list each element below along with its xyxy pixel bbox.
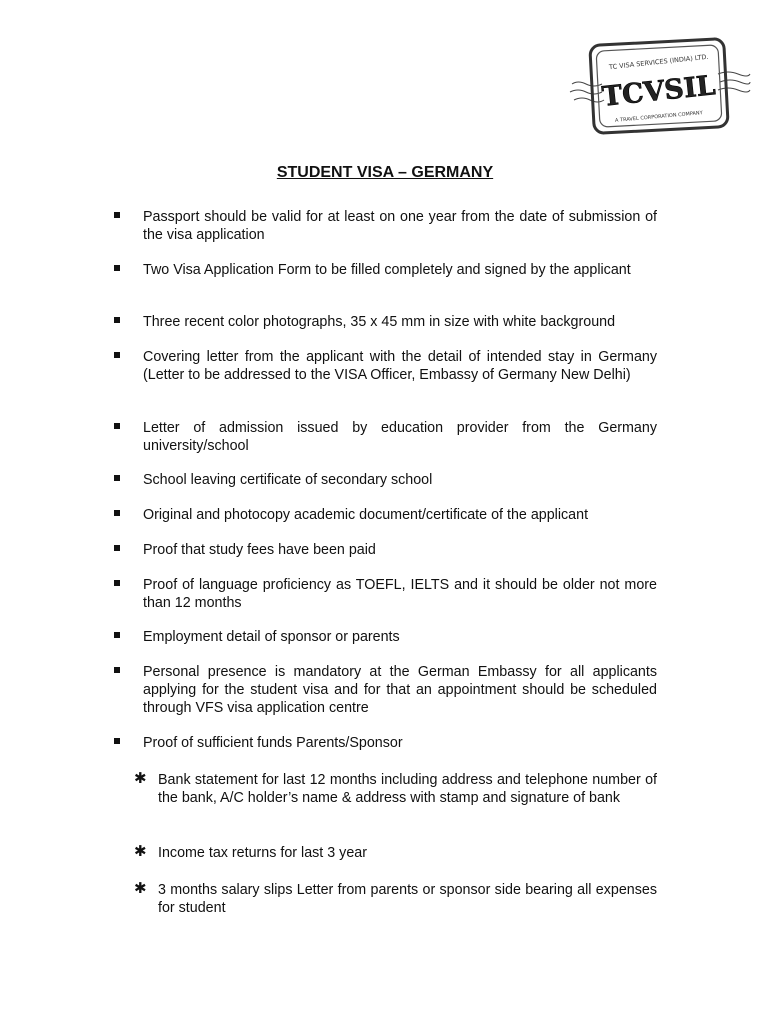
requirement-text: Letter of admission issued by education provider from the Germany university/school (143, 420, 657, 454)
square-bullet-icon (114, 352, 120, 358)
square-bullet-icon (114, 265, 120, 271)
stamp-bottom-text: A TRAVEL CORPORATION COMPANY (614, 110, 704, 124)
requirement-item (114, 734, 657, 752)
requirement-text: Proof that study fees have been paid (143, 542, 376, 558)
fund-proof-text: Bank statement for last 12 months including address and telephone number of the bank, A/C holder’s name & address with stamp and signature of bank (158, 772, 657, 806)
requirement-item (114, 419, 657, 455)
asterisk-bullet-icon: ✱ (134, 770, 147, 787)
requirement-item (114, 348, 657, 384)
stamp-arc-text: TC VISA SERVICES (INDIA) LTD. (608, 52, 709, 72)
requirement-item (114, 261, 657, 279)
fund-proof-item (134, 881, 657, 917)
requirement-text: Proof of language proficiency as TOEFL, IELTS and it should be older not more than 12 months (143, 577, 657, 611)
square-bullet-icon (114, 632, 120, 638)
square-bullet-icon (114, 423, 120, 429)
asterisk-bullet-icon: ✱ (134, 880, 147, 897)
square-bullet-icon (114, 738, 120, 744)
fund-proof-text: 3 months salary slips Letter from parents or sponsor side bearing all expenses for student (158, 882, 657, 916)
requirement-item (114, 663, 657, 717)
square-bullet-icon (114, 475, 120, 481)
asterisk-bullet-icon: ✱ (134, 843, 147, 860)
fund-proof-item (134, 844, 657, 862)
requirement-item (114, 313, 657, 331)
requirement-item (114, 208, 657, 244)
tcvsil-stamp-logo (568, 34, 752, 138)
requirement-text: Personal presence is mandatory at the German Embassy for all applicants applying for the student visa and for that an appointment should be scheduled through VFS visa application centre (143, 664, 657, 716)
requirement-text: Two Visa Application Form to be filled completely and signed by the applicant (143, 262, 631, 278)
square-bullet-icon (114, 510, 120, 516)
requirement-text: School leaving certificate of secondary school (143, 472, 433, 488)
square-bullet-icon (114, 545, 120, 551)
square-bullet-icon (114, 580, 120, 586)
requirement-item (114, 471, 657, 489)
fund-proof-item (134, 771, 657, 807)
square-bullet-icon (114, 667, 120, 673)
requirement-text: Proof of sufficient funds Parents/Sponsor (143, 735, 403, 751)
requirement-text: Covering letter from the applicant with the detail of intended stay in Germany (Letter to be addressed to the VISA Officer, Embassy of Germany New Delhi) (143, 349, 657, 383)
requirement-item (114, 506, 657, 524)
requirement-text: Three recent color photographs, 35 x 45 mm in size with white background (143, 314, 616, 330)
requirement-text: Original and photocopy academic document/certificate of the applicant (143, 507, 589, 523)
requirement-item (114, 541, 657, 559)
square-bullet-icon (114, 212, 120, 218)
requirement-text: Passport should be valid for at least on one year from the date of submission of the visa application (143, 209, 657, 243)
requirement-text: Employment detail of sponsor or parents (143, 629, 400, 645)
page-title: STUDENT VISA – GERMANY (276, 164, 494, 181)
fund-proof-text: Income tax returns for last 3 year (158, 845, 367, 861)
stamp-main-text: TCVSIL (600, 70, 717, 113)
square-bullet-icon (114, 317, 120, 323)
requirement-item (114, 576, 657, 612)
requirement-item (114, 628, 657, 646)
